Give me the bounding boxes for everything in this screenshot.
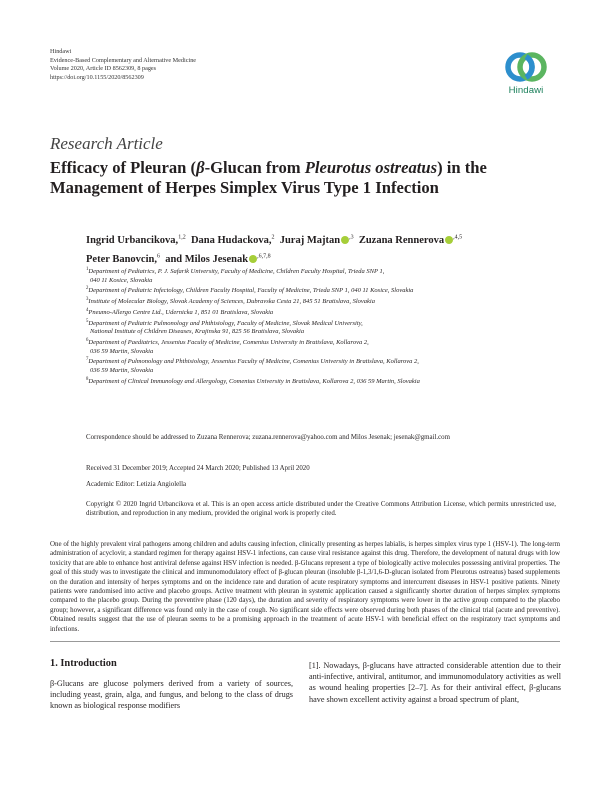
author[interactable]: Peter Banovcin,$^6$	[86, 253, 160, 265]
orcid-icon[interactable]	[341, 236, 349, 244]
affiliation: $^5$Department of Pediatric Pulmonology and Phthisiology, Faculty of Medicine, Slovak Medical University,	[86, 318, 363, 327]
affiliation: $^6$Department of Paediatrics, Jessenius Faculty of Medicine, Comenius University in Bratislava, Kollarova 2,	[86, 337, 369, 347]
author[interactable]: Zuzana Rennerova $^{,4,5}$	[358, 234, 463, 246]
affiliation-list	[86, 266, 566, 386]
section-heading-introduction: 1. Introduction	[50, 658, 117, 669]
affiliation-continued: 036 59 Martin, Slovakia	[90, 367, 154, 375]
section-divider	[50, 641, 560, 642]
publication-dates: Received 31 December 2019; Accepted 24 March 2020; Published 13 April 2020	[86, 465, 310, 472]
affiliation: $^1$Department of Pediatrics, P. J. Safarik University, Faculty of Medicine, Children Faculty Hospital, Trieda SNP 1,	[86, 267, 385, 276]
copyright-notice: Copyright © 2020 Ingrid Urbancikova et al. This is an open access article distributed under the Creative Commons Attribution License, which permits unrestricted use, distribution, and reproduction in any medium, provided the original work is properly cited.	[86, 501, 556, 518]
body-column-right: [1]. Nowadays, β-glucans have attracted considerable attention due to their anti-infective, antiviral, antitumor, and immunomodulatory activities as well as wound healing properties [2–7]. As for their antiviral effect, β-glucans have shown excellent activity against a broad spectrum of plant,	[309, 661, 561, 704]
author-list	[86, 229, 556, 268]
author[interactable]: Juraj Majtan $^{,3}$	[279, 234, 354, 246]
affiliation: $^3$Institute of Molecular Biology, Slovak Academy of Sciences, Dubravska Cesta 21, 845 51 Bratislava, Slovakia	[86, 297, 375, 306]
hindawi-logo	[496, 50, 556, 106]
correspondence-note: Correspondence should be addressed to Zuzana Rennerova; zuzana.rennerova@yahoo.com and Milos Jesenak; jesenak@gmail.com	[86, 434, 450, 441]
journal-header	[50, 48, 196, 82]
academic-editor: Academic Editor: Letizia Angiolella	[86, 481, 187, 488]
article-type: Research Article	[50, 134, 163, 153]
doi-link[interactable]: https://doi.org/10.1155/2020/8562309	[50, 73, 144, 81]
body-column-left: β-Glucans are glucose polymers derived from a variety of sources, including yeast, grain, alga, and fungus, and belong to the class of drugs known as biological response modifiers	[50, 679, 293, 711]
paper-title: Efficacy of Pleuran (β-Glucan from Pleurotus ostreatus) in the Management of Herpes Simplex Virus Type 1 Infection	[50, 158, 487, 197]
affiliation: $^8$Department of Clinical Immunology and Allergology, Comenius University in Bratislava, Kollarova 2, 036 59 Martin, Slovakia	[86, 376, 420, 385]
affiliation-continued: 040 11 Kosice, Slovakia	[90, 276, 153, 284]
hindawi-logo-icon	[503, 50, 549, 84]
affiliation-continued: National Institute of Children Diseases, Krajinska 91, 825 56 Bratislava, Slovakia	[90, 328, 305, 336]
author[interactable]: Ingrid Urbancikova,$^{1,2}$	[86, 234, 186, 246]
journal-name: Evidence-Based Complementary and Alternative Medicine	[50, 56, 197, 64]
publisher-name: Hindawi	[50, 48, 72, 55]
affiliation: $^7$Department of Pulmonology and Phthisiology, Jessenius Faculty of Medicine, Comenius University in Bratislava, Kollarova 2,	[86, 357, 419, 366]
abstract-text: One of the highly prevalent viral pathogens among children and adults causing infection, clinically presenting as herpes labialis, is herpes simplex virus type 1 (HSV-1). The long-term administration of acyclovir, a standard regimen for therapy against HSV-1 infections, can cause viral resistance against this drug. Therefore, the development of natural drugs with low toxicity that are able to enhance host antiviral defense against HSV infection is needed. β-Glucans represent a type of biologically active molecules possessing antiviral properties. The goal of this study was to investigate the clinical and immunomodulatory effect of β-glucan pleuran (insoluble β-1,3/1,6-D-glucan isolated from Pleurotus ostreatus) based supplements on the duration and intensity of herpes symptoms and on the incidence rate and duration of acute respiratory symptoms and intercurrent diseases in HSV-1 positive patients. Ninety patients were randomised into active and placebo groups. Active treatment with pleuran in systemic application caused a significantly shorter duration of herpes simplex symptoms compared to the placebo group. During the preventive phase (120 days), the duration and severity of respiratory symptoms were lower in the active group compared to the placebo group; however, a significant difference was found only in the case of cough. No significant side effects were observed during both phases of the clinical trial (acute and preventive). Obtained results suggest that the use of pleuran seems to be a promising approach in the treatment of acute HSV-1 with beneficial effect on the respiratory tract symptoms and infections.	[50, 540, 560, 633]
logo-wordmark: Hindawi	[508, 85, 544, 96]
orcid-icon[interactable]	[249, 255, 257, 263]
author[interactable]: Dana Hudackova,$^2$	[190, 234, 275, 246]
affiliation: $^4$Pneumo-Allergo Centre Ltd., Udernicka 1, 851 01 Bratislava, Slovakia	[86, 307, 274, 316]
orcid-icon[interactable]	[445, 236, 453, 244]
author[interactable]: and Milos Jesenak $^{,6,7,8}$	[165, 253, 271, 265]
volume-info: Volume 2020, Article ID 8562309, 8 pages	[50, 65, 157, 73]
affiliation-continued: 036 59 Martin, Slovakia	[90, 347, 154, 355]
affiliation: $^2$Department of Pediatric Infectology, Children Faculty Hospital, Faculty of Medicine, Trieda SNP 1, 040 11 Kosice, Slovakia	[86, 286, 414, 295]
